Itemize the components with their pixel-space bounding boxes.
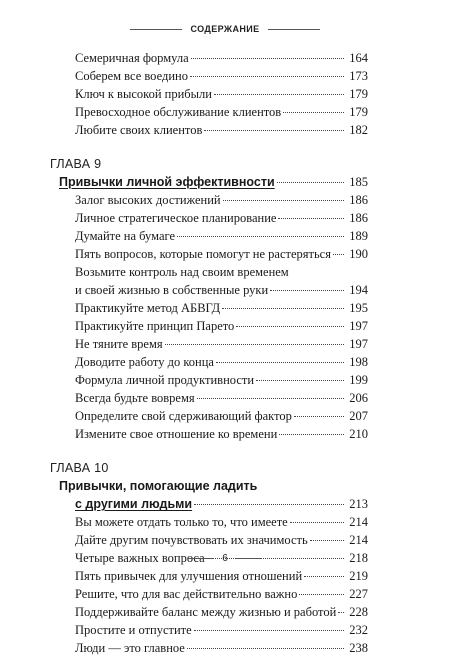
toc-entry[interactable]: Всегда будьте вовремя 206 bbox=[75, 391, 368, 405]
toc-entry[interactable]: Четыре важных вопроса 218 bbox=[75, 551, 368, 565]
toc-entry[interactable]: Люди — это главное 238 bbox=[75, 641, 368, 655]
dot-leader bbox=[333, 253, 344, 255]
page-ref: 173 bbox=[349, 69, 368, 83]
folio-rule-left bbox=[188, 558, 214, 559]
dot-leader bbox=[310, 539, 344, 541]
dot-leader bbox=[277, 181, 344, 183]
toc-entry[interactable]: Соберем все воедино 173 bbox=[75, 69, 368, 83]
table-of-contents bbox=[50, 49, 368, 657]
page-ref: 179 bbox=[349, 105, 368, 119]
page-ref: 213 bbox=[349, 497, 368, 511]
dot-leader bbox=[279, 433, 344, 435]
toc-entry[interactable]: Пять вопросов, которые помогут не растеряться 190 bbox=[75, 247, 368, 261]
running-head-rule-left bbox=[130, 29, 182, 30]
toc-entry[interactable]: Дайте другим почувствовать их значимость 214 bbox=[75, 533, 368, 547]
page-ref: 207 bbox=[349, 409, 368, 423]
toc-entry[interactable]: Формула личной продуктивности 199 bbox=[75, 373, 368, 387]
toc-entry[interactable]: Ключ к высокой прибыли 179 bbox=[75, 87, 368, 101]
page-ref: 186 bbox=[349, 211, 368, 225]
toc-entry[interactable]: Поддерживайте баланс между жизнью и работой 228 bbox=[75, 605, 368, 619]
toc-entry[interactable]: Превосходное обслуживание клиентов 179 bbox=[75, 105, 368, 119]
page-ref: 218 bbox=[349, 551, 368, 565]
dot-leader bbox=[214, 93, 344, 95]
page-ref: 227 bbox=[349, 587, 368, 601]
dot-leader bbox=[256, 379, 344, 381]
page-ref: 214 bbox=[349, 515, 368, 529]
page-ref: 195 bbox=[349, 301, 368, 315]
page-ref: 198 bbox=[349, 355, 368, 369]
page-number: 6 bbox=[222, 553, 228, 564]
dot-leader bbox=[304, 575, 344, 577]
page-ref: 179 bbox=[349, 87, 368, 101]
page-ref: 238 bbox=[349, 641, 368, 655]
toc-entry[interactable]: Личное стратегическое планирование 186 bbox=[75, 211, 368, 225]
toc-entry[interactable]: Определите свой сдерживающий фактор 207 bbox=[75, 409, 368, 423]
page-ref: 228 bbox=[349, 605, 368, 619]
toc-entry[interactable]: Доводите работу до конца 198 bbox=[75, 355, 368, 369]
dot-leader bbox=[190, 75, 344, 77]
page-ref: 219 bbox=[349, 569, 368, 583]
page-folio bbox=[0, 553, 450, 564]
folio-rule-right bbox=[236, 558, 262, 559]
running-head-rule-right bbox=[268, 29, 320, 30]
running-head-title: СОДЕРЖАНИЕ bbox=[190, 24, 260, 34]
toc-entry-line2[interactable]: и своей жизнью в собственные руки 194 bbox=[75, 283, 368, 297]
dot-leader bbox=[236, 325, 344, 327]
page-ref: 185 bbox=[349, 175, 368, 189]
toc-entry[interactable]: Залог высоких достижений 186 bbox=[75, 193, 368, 207]
dot-leader bbox=[294, 415, 344, 417]
toc-entry-line1[interactable]: Возьмите контроль над своим временем bbox=[75, 265, 289, 279]
page-ref: 194 bbox=[349, 283, 368, 297]
page-ref: 214 bbox=[349, 533, 368, 547]
dot-leader bbox=[338, 611, 344, 613]
dot-leader bbox=[278, 217, 344, 219]
page-ref: 206 bbox=[349, 391, 368, 405]
page-ref: 210 bbox=[349, 427, 368, 441]
page-ref: 197 bbox=[349, 319, 368, 333]
toc-section-previous bbox=[50, 49, 368, 139]
page-ref: 190 bbox=[349, 247, 368, 261]
dot-leader bbox=[223, 199, 344, 201]
dot-leader bbox=[204, 129, 344, 131]
dot-leader bbox=[283, 111, 344, 113]
toc-entry[interactable]: Измените свое отношение ко времени 210 bbox=[75, 427, 368, 441]
dot-leader bbox=[177, 235, 344, 237]
toc-entry[interactable]: Пять привычек для улучшения отношений 219 bbox=[75, 569, 368, 583]
chapter-title-line1[interactable]: Привычки, помогающие ладить bbox=[59, 479, 258, 493]
chapter-label: ГЛАВА 9 bbox=[50, 157, 102, 171]
dot-leader bbox=[194, 629, 344, 631]
toc-entry[interactable]: Практикуйте метод АБВГД 195 bbox=[75, 301, 368, 315]
toc-entry[interactable]: Практикуйте принцип Парето 197 bbox=[75, 319, 368, 333]
dot-leader bbox=[216, 361, 344, 363]
chapter-label: ГЛАВА 10 bbox=[50, 461, 109, 475]
page-ref: 186 bbox=[349, 193, 368, 207]
dot-leader bbox=[222, 307, 344, 309]
toc-chapter-9 bbox=[50, 155, 368, 443]
dot-leader bbox=[290, 521, 344, 523]
page-ref: 232 bbox=[349, 623, 368, 637]
toc-entry[interactable]: Не тяните время 197 bbox=[75, 337, 368, 351]
toc-entry[interactable]: Семеричная формула 164 bbox=[75, 51, 368, 65]
toc-entry[interactable]: Простите и отпустите 232 bbox=[75, 623, 368, 637]
dot-leader bbox=[187, 647, 344, 649]
page-ref: 164 bbox=[349, 51, 368, 65]
chapter-title-line2[interactable]: с другими людьми 213 bbox=[75, 497, 368, 511]
dot-leader bbox=[191, 57, 344, 59]
running-head bbox=[0, 24, 450, 34]
dot-leader bbox=[165, 343, 344, 345]
toc-entry[interactable]: Любите своих клиентов 182 bbox=[75, 123, 368, 137]
toc-entry[interactable]: Вы можете отдать только то, что имеете 214 bbox=[75, 515, 368, 529]
page-ref: 182 bbox=[349, 123, 368, 137]
dot-leader bbox=[270, 289, 344, 291]
page-ref: 197 bbox=[349, 337, 368, 351]
dot-leader bbox=[197, 397, 344, 399]
page-ref: 199 bbox=[349, 373, 368, 387]
dot-leader bbox=[194, 503, 344, 505]
toc-entry[interactable]: Решите, что для вас действительно важно 227 bbox=[75, 587, 368, 601]
page-ref: 189 bbox=[349, 229, 368, 243]
dot-leader bbox=[299, 593, 344, 595]
chapter-title[interactable]: Привычки личной эффективности 185 bbox=[59, 175, 368, 189]
toc-entry[interactable]: Думайте на бумаге 189 bbox=[75, 229, 368, 243]
